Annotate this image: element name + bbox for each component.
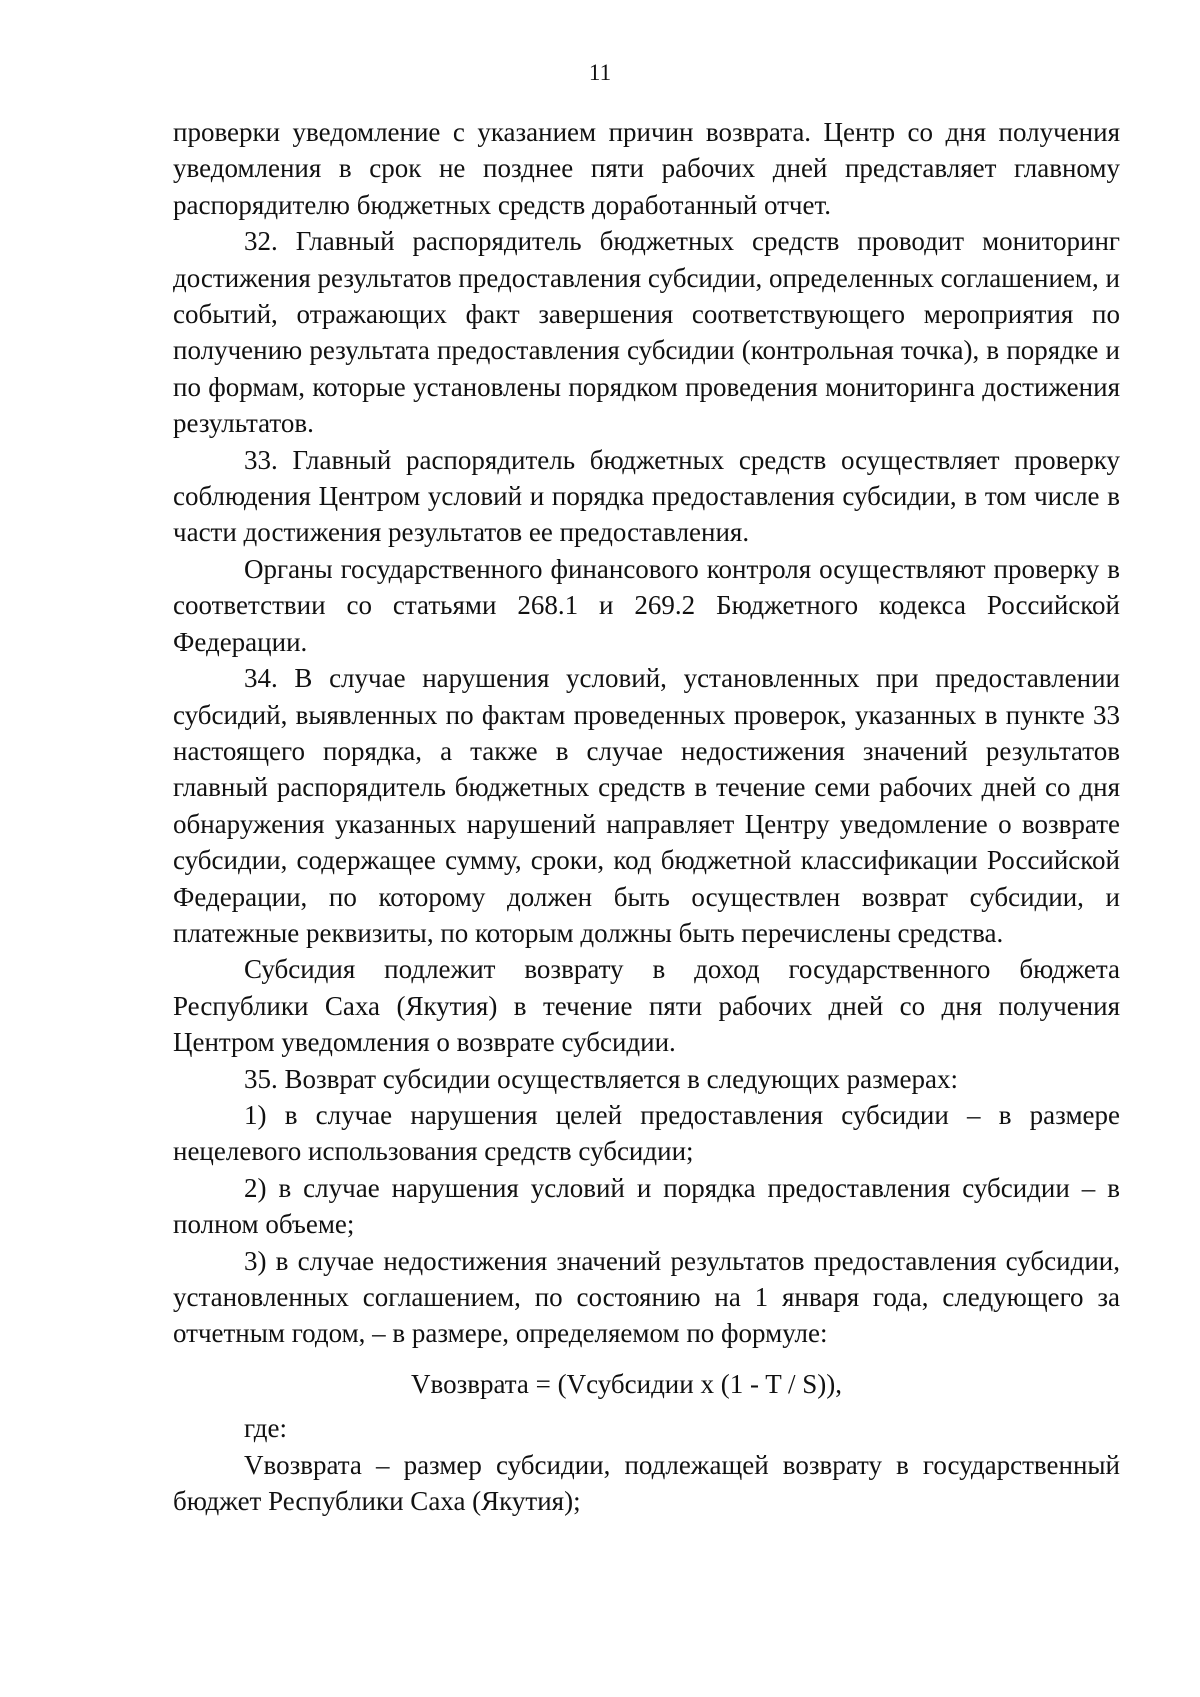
list-item-2: 2) в случае нарушения условий и порядка предоставления субсидии – в полном объеме; xyxy=(173,1172,1120,1240)
paragraph-33: 33. Главный распорядитель бюджетных средств осуществляет проверку соблюдения Центром условий и порядка предоставления субсидии, в том числе в части достижения результатов ее предоставления. xyxy=(173,444,1120,548)
document-body xyxy=(173,114,1120,1519)
list-item-3: 3) в случае недостижения значений результатов предоставления субсидии, установленных соглашением, по состоянию на 1 января года, следующего за отчетным годом, – в размере, определяемом по формуле: xyxy=(173,1245,1120,1349)
paragraph-control-bodies: Органы государственного финансового контроля осуществляют проверку в соответствии со статьями 268.1 и 269.2 Бюджетного кодекса Российской Федерации. xyxy=(173,553,1120,657)
list-item-1: 1) в случае нарушения целей предоставления субсидии – в размере нецелевого использования средств субсидии; xyxy=(173,1099,1120,1167)
paragraph-32: 32. Главный распорядитель бюджетных средств проводит мониторинг достижения результатов предоставления субсидии, определенных соглашением, и событий, отражающих факт завершения соответствующего мероприятия по получению результата предоставления субсидии (контрольная точка), в порядке и по формам, которые установлены порядком проведения мониторинга достижения результатов. xyxy=(173,226,1120,439)
formula-where: где: xyxy=(244,1413,287,1444)
page-number: 11 xyxy=(588,60,612,85)
refund-formula: Vвозврата = (Vсубсидии x (1 - T / S)), xyxy=(411,1368,842,1399)
paragraph-35: 35. Возврат субсидии осуществляется в следующих размерах: xyxy=(244,1063,958,1094)
formula-definition-v-refund: Vвозврата – размер субсидии, подлежащей возврату в государственный бюджет Республики Саха (Якутия); xyxy=(173,1449,1120,1517)
paragraph-refund-term: Субсидия подлежит возврату в доход государственного бюджета Республики Саха (Якутия) в течение пяти рабочих дней со дня получения Центром уведомления о возврате субсидии. xyxy=(173,954,1120,1058)
paragraph-continuation: проверки уведомление с указанием причин возврата. Центр со дня получения уведомления в срок не позднее пяти рабочих дней представляет главному распорядителю бюджетных средств доработанный отчет. xyxy=(173,117,1120,220)
paragraph-34: 34. В случае нарушения условий, установленных при предоставлении субсидий, выявленных по фактам проведенных проверок, указанных в пункте 33 настоящего порядка, а также в случае недостижения значений результатов главный распорядитель бюджетных средств в течение семи рабочих дней со дня обнаружения указанных нарушений направляет Центру уведомление о возврате субсидии, содержащее сумму, сроки, код бюджетной классификации Российской Федерации, по которому должен быть осуществлен возврат субсидии, и платежные реквизиты, по которым должны быть перечислены средства. xyxy=(173,663,1120,948)
